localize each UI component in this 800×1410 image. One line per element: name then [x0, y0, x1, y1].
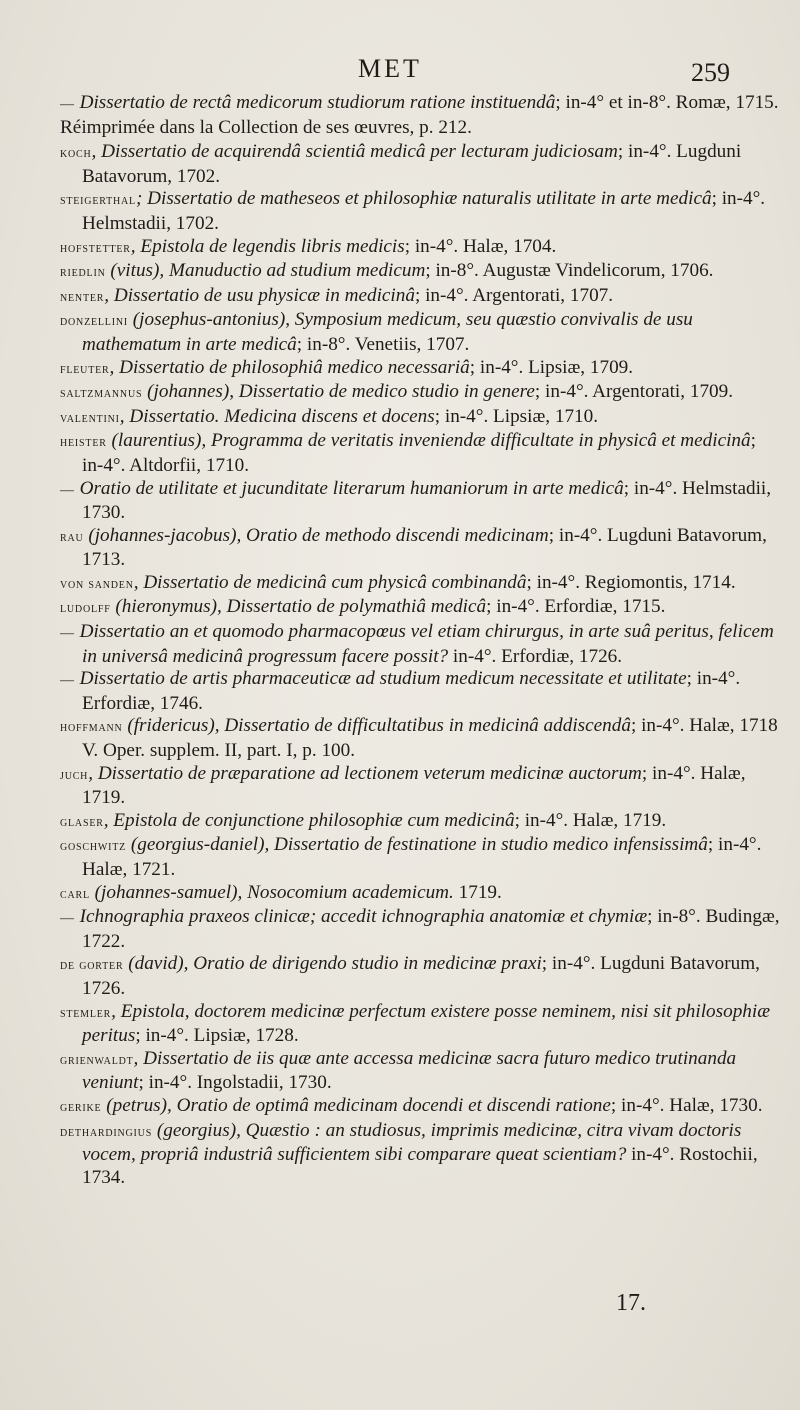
entry-imprint: ; in-4°. Halæ, 1730. [610, 1094, 763, 1116]
entry-imprint: ; in-4°. Erfordiæ, 1715. [486, 596, 666, 618]
page-header [0, 54, 800, 94]
entry-title: (johannes-jacobus), Oratio de methodo discendi medicinam [83, 524, 549, 546]
entry-title: , Dissertatio de usu physicæ in medicinâ [104, 284, 415, 306]
entry-author: gerike [60, 1099, 102, 1115]
bibliography-entry [60, 1095, 780, 1120]
entry-author: — [60, 911, 75, 927]
entry-author: saltzmannus [60, 386, 143, 402]
bibliography-entry [60, 260, 780, 285]
entry-title: , Dissertatio de præparatione ad lectionem veterum medicinæ auctorum [88, 762, 642, 784]
bibliography-entry [60, 478, 780, 525]
entry-title: Ichnographia praxeos clinicæ; accedit ichnographia anatomiæ et chymiæ [74, 906, 648, 928]
entry-imprint: 1719. [453, 881, 502, 903]
entry-author: fleuter [60, 361, 110, 377]
bibliography-entry [60, 715, 780, 762]
entry-author: valentini [60, 410, 120, 426]
entry-title: (vitus), Manuductio ad studium medicum [105, 260, 426, 282]
entry-author: ludolff [60, 601, 111, 617]
entry-note [60, 117, 780, 142]
entry-imprint: ; in-4°. Helmstadii, 1702. [82, 188, 766, 234]
entry-author: donzellini [60, 314, 128, 330]
bibliography-entry [60, 572, 780, 597]
bibliography-entry [60, 188, 780, 235]
entry-author: riedlin [60, 265, 106, 281]
entry-title: , Epistola de legendis libris medicis [130, 235, 405, 257]
entry-imprint: ; in-4° et in-8°. Romæ, 1715. [555, 92, 779, 113]
bibliography-entry [60, 357, 780, 382]
entry-imprint: ; in-4°. Erfordiæ, 1746. [82, 668, 741, 714]
bibliography-list [60, 92, 780, 1189]
entry-imprint: Réimprimée dans la Collection de ses œuvres, p. 212. [60, 116, 472, 138]
bibliography-entry [60, 953, 780, 1000]
entry-imprint: ; in-8°. Venetiis, 1707. [296, 333, 470, 355]
entry-imprint: in-4°. Erfordiæ, 1726. [448, 645, 623, 667]
running-head: MET [358, 54, 422, 83]
entry-author: — [60, 673, 75, 689]
entry-imprint: ; in-8°. Budingæ, 1722. [82, 906, 780, 952]
entry-author: — [60, 626, 75, 642]
entry-imprint: ; in-4°. Altdorfii, 1710. [82, 430, 756, 476]
bibliography-entry [60, 525, 780, 572]
entry-author: hoffmann [60, 720, 123, 736]
entry-title: ; Dissertatio de matheseos et philosophiæ naturalis utilitate in arte medicâ [135, 188, 712, 210]
entry-title: (laurentius), Programma de veritatis inveniendæ difficultate in physicâ et medicinâ [106, 430, 751, 452]
entry-imprint: ; in-4°. Lipsiæ, 1728. [135, 1025, 299, 1047]
bibliography-entry [60, 141, 780, 188]
bibliography-entry [60, 1001, 780, 1048]
bibliography-entry [60, 906, 780, 953]
entry-author: dethardingius [60, 1124, 153, 1140]
entry-title: (josephus-antonius), Symposium medicum, seu quæstio convivalis de usu mathematum in arte medicâ [82, 309, 693, 355]
entry-author: de gorter [60, 958, 124, 974]
entry-imprint: ; in-4°. Halæ, 1721. [82, 834, 762, 880]
bibliography-entry [60, 1120, 780, 1190]
printer-signature-mark: 17. [616, 1290, 646, 1316]
entry-title: (georgius), Quæstio : an studiosus, imprimis medicinæ, citra vivam doctoris vocem, propriâ industriâ sufficientem sibi comparare queat scientiam? [82, 1119, 742, 1166]
entry-imprint: ; in-4°. Lugduni Batavorum, 1702. [82, 141, 742, 187]
bibliography-entry [60, 810, 780, 835]
page-number: 259 [691, 58, 730, 87]
entry-author: juch [60, 767, 89, 783]
entry-author: glaser [60, 814, 104, 830]
entry-title: (johannes-samuel), Nosocomium academicum. [89, 881, 454, 903]
entry-title: , Dissertatio de iis quæ ante accessa medicinæ sacra futuro medico trutinanda veniunt [82, 1047, 737, 1094]
entry-title: , Dissertatio de philosophiâ medico necessariâ [109, 356, 470, 378]
entry-imprint: ; in-4°. Helmstadii, 1730. [82, 477, 772, 524]
entry-title: (fridericus), Dissertatio de difficultatibus in medicinâ addiscendâ [122, 715, 631, 737]
entry-author: goschwitz [60, 839, 127, 855]
entry-author: heister [60, 435, 107, 451]
bibliography-entry [60, 882, 780, 907]
entry-title: Dissertatio de artis pharmaceuticæ ad studium medicum necessitate et utilitate [74, 668, 687, 690]
bibliography-entry [60, 309, 780, 356]
entry-author: — [60, 482, 75, 498]
entry-imprint: ; in-4°. Lugduni Batavorum, 1713. [82, 524, 767, 571]
entry-title: , Dissertatio. Medicina discens et docens [119, 405, 435, 427]
entry-title: (georgius-daniel), Dissertatio de festinatione in studio medico infensissimâ [126, 834, 708, 856]
entry-title: (johannes), Dissertatio de medico studio in genere [142, 381, 535, 403]
entry-author: — [60, 97, 75, 112]
bibliography-entry [60, 668, 780, 715]
entry-imprint: ; in-4°. Ingolstadii, 1730. [138, 1072, 332, 1094]
bibliography-entry [60, 285, 780, 310]
entry-title: (david), Oratio de dirigendo studio in medicinæ praxi [123, 953, 542, 975]
entry-title: , Epistola, doctorem medicinæ perfectum existere posse neminem, nisi sit philosophiæ peritus [82, 1000, 771, 1047]
entry-title: Oratio de utilitate et jucunditate literarum humaniorum in arte medicâ [74, 477, 624, 499]
entry-author: nenter [60, 289, 105, 305]
entry-title: Dissertatio an et quomodo pharmacopœus vel etiam chirurgus, in arte suâ peritus, felicem in universâ medicinâ progressum facere possit? [74, 621, 774, 667]
entry-imprint: ; in-4°. Lugduni Batavorum, 1726. [82, 953, 760, 999]
entry-title: (petrus), Oratio de optimâ medicinam docendi et discendi ratione [101, 1094, 611, 1116]
bibliography-entry [60, 92, 780, 117]
entry-title: (hieronymus), Dissertatio de polymathiâ medicâ [110, 596, 487, 618]
entry-imprint: ; in-4°. Argentorati, 1709. [534, 381, 734, 403]
entry-imprint: ; in-4°. Lipsiæ, 1709. [469, 356, 634, 378]
entry-title: , Epistola de conjunctione philosophiæ cum medicinâ [103, 809, 515, 831]
bibliography-entry [60, 1048, 780, 1095]
bibliography-entry [60, 406, 780, 431]
entry-imprint: ; in-8°. Augustæ Vindelicorum, 1706. [425, 260, 714, 282]
bibliography-entry [60, 834, 780, 881]
entry-imprint: ; in-4°. Halæ, 1704. [404, 235, 557, 257]
entry-title: , Dissertatio de medicinâ cum physicâ combinandâ [133, 571, 527, 593]
entry-imprint: ; in-4°. Halæ, 1718 V. Oper. supplem. II, part. I, p. 100. [82, 715, 778, 762]
bibliography-entry [60, 596, 780, 621]
entry-author: carl [60, 886, 90, 902]
entry-imprint: ; in-4°. Argentorati, 1707. [414, 284, 614, 306]
bibliography-entry [60, 763, 780, 810]
bibliography-entry [60, 381, 780, 406]
entry-title: Dissertatio de rectâ medicorum studiorum ratione instituendâ [74, 92, 556, 113]
entry-imprint: ; in-4°. Halæ, 1719. [82, 762, 746, 809]
entry-imprint: ; in-4°. Lipsiæ, 1710. [434, 405, 599, 427]
bibliography-entry [60, 430, 780, 477]
entry-author: steigerthal [60, 193, 136, 209]
entry-author: rau [60, 529, 84, 545]
entry-author: von sanden [60, 576, 134, 592]
entry-author: koch [60, 146, 92, 162]
entry-author: grienwaldt [60, 1052, 134, 1068]
entry-author: hofstetter [60, 240, 131, 256]
bibliography-entry [60, 621, 780, 668]
entry-author: stemler [60, 1005, 112, 1021]
entry-imprint: in-4°. Rostochii, 1734. [82, 1144, 758, 1188]
bibliography-entry [60, 236, 780, 261]
entry-imprint: ; in-4°. Halæ, 1719. [514, 809, 667, 831]
entry-imprint: ; in-4°. Regiomontis, 1714. [526, 571, 736, 593]
entry-title: , Dissertatio de acquirendâ scientiâ medicâ per lecturam judiciosam [91, 141, 618, 163]
